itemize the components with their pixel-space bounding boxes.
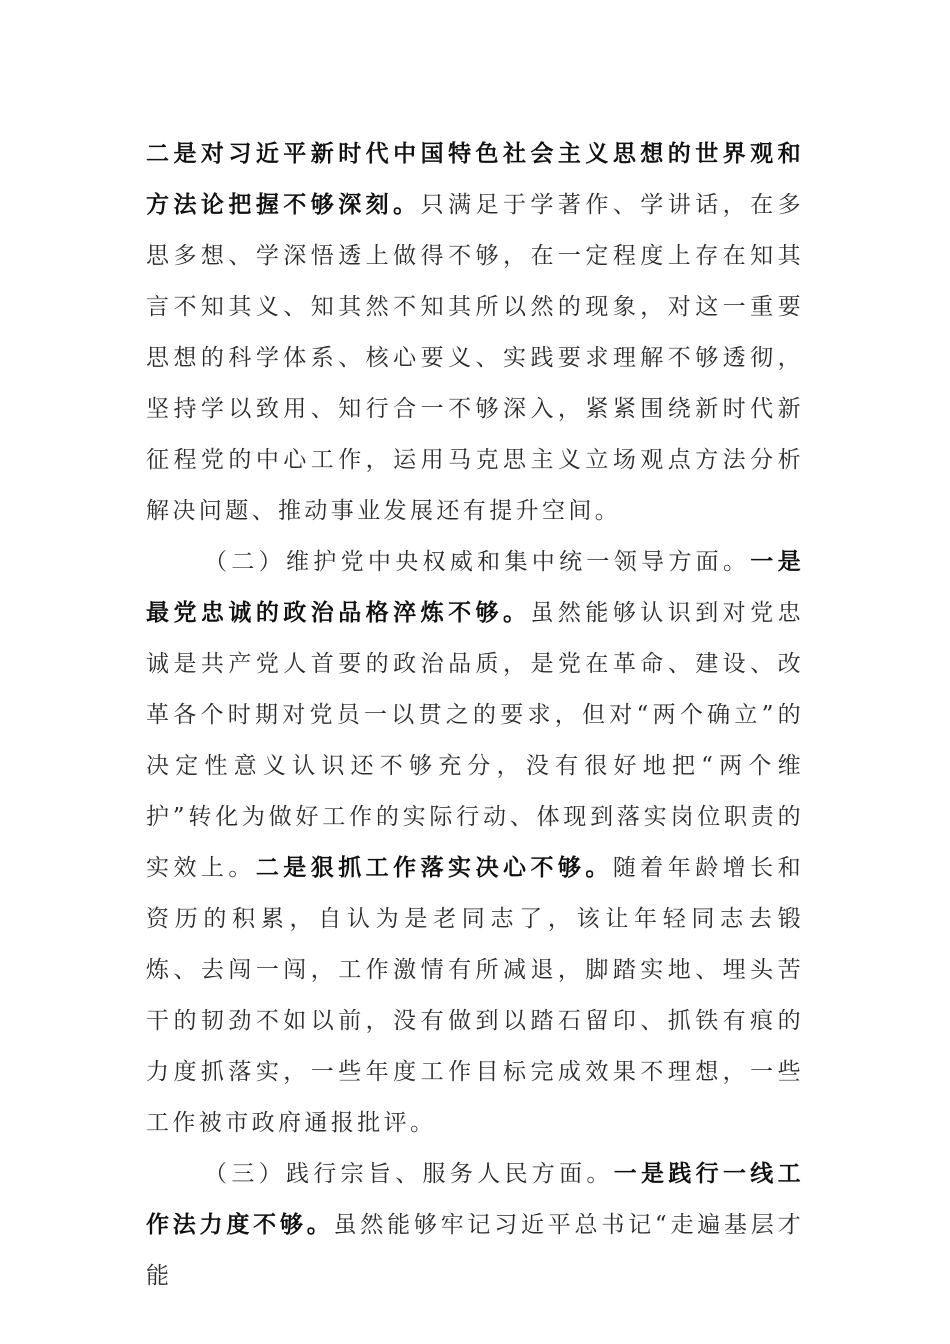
body-text: 随着年龄增长和资历的积累，自认为是老同志了，该让年轻同志去锻炼、去闯一闯，工作激情有所减退，脚踏实地、埋头苦干的韧劲不如以前，没有做到以踏石留印、抓铁有痕的力度抓落实，一些年度工作目标完成效果不理想，一些工作被市政府通报批评。 xyxy=(146,855,804,1136)
bold-heading: 一是最党忠诚的政治品格淬炼不够。 xyxy=(146,549,804,626)
bold-heading: 二是对习近平新时代中国特色社会主义思想的世界观和方法论把握不够深刻。 xyxy=(146,141,804,218)
body-text: 虽然能够牢记习近平总书记“走遍基层才能 xyxy=(146,1212,804,1289)
document-body xyxy=(146,129,804,1302)
body-text: 虽然能够认识到对党忠诚是共产党人首要的政治品质，是党在革命、建设、改革各个时期对党员一以贯之的要求，但对“两个确立”的决定性意义认识还不够充分，没有很好地把“两个维护”转化为做好工作的实际行动、体现到落实岗位职责的实效上。 xyxy=(146,600,804,881)
bold-heading: 一是践行一线工作法力度不够。 xyxy=(146,1161,805,1238)
paragraph-1 xyxy=(146,129,804,537)
bold-heading: 二是狠抓工作落实决心不够。 xyxy=(255,855,613,881)
body-text: 只满足于学著作、学讲话，在多思多想、学深悟透上做得不够，在一定程度上存在知其言不知其义、知其然不知其所以然的现象，对这一重要思想的科学体系、核心要义、实践要求理解不够透彻，坚持学以致用、知行合一不够深入，紧紧围绕新时代新征程党的中心工作，运用马克思主义立场观点方法分析解决问题、推动事业发展还有提升空间。 xyxy=(146,192,804,524)
paragraph-2 xyxy=(146,537,804,1149)
paragraph-3 xyxy=(146,1149,804,1302)
section-heading: （三）践行宗旨、服务人民方面。 xyxy=(204,1161,614,1187)
section-heading: （二）维护党中央权威和集中统一领导方面。 xyxy=(204,549,751,575)
